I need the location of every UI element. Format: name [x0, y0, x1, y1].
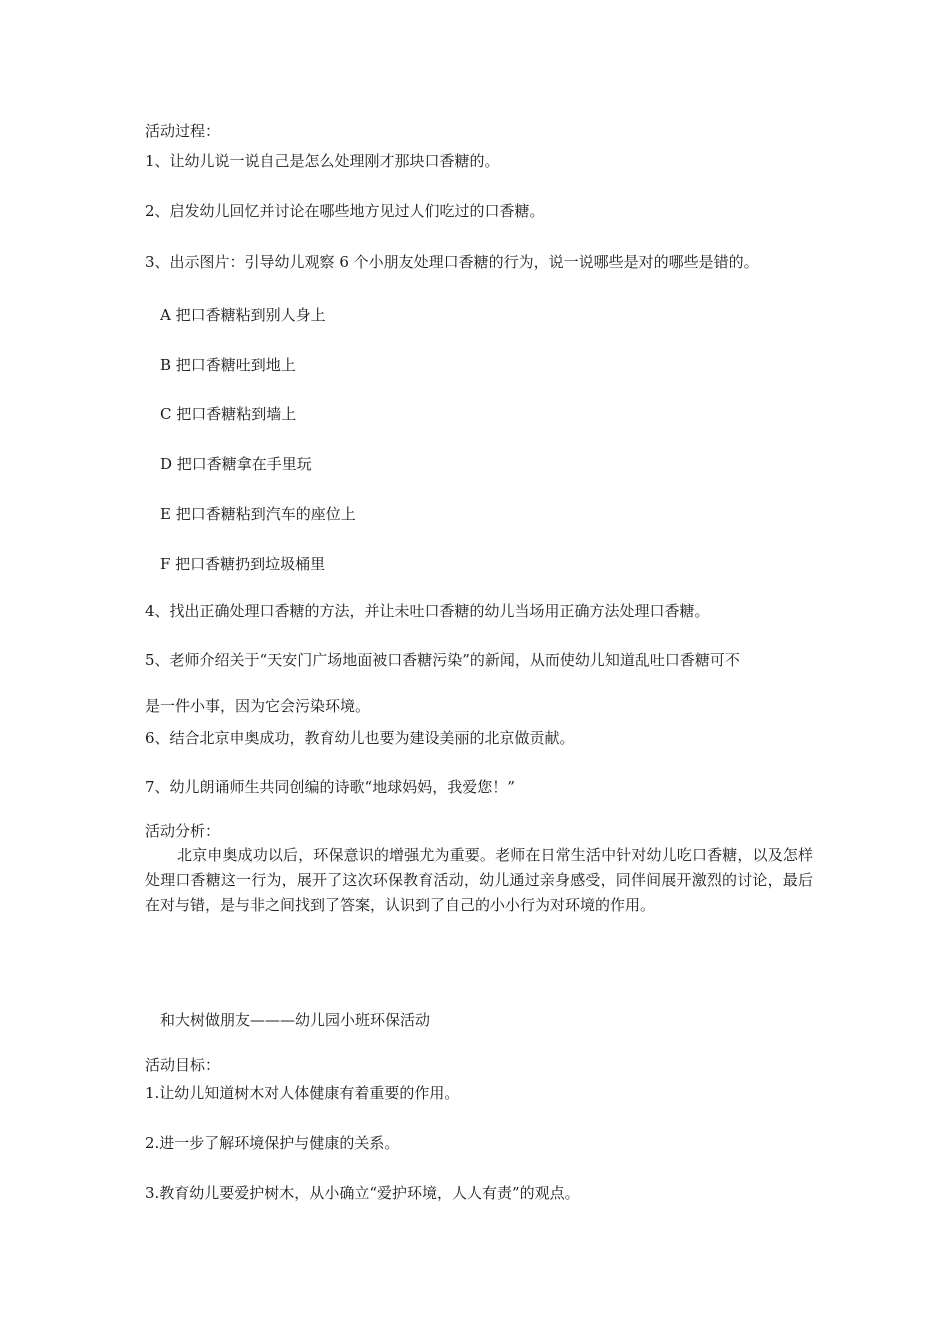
- option-a: A 把口香糖粘到别人身上: [160, 306, 326, 324]
- goal-2: 2.进一步了解环境保护与健康的关系。: [145, 1134, 400, 1152]
- process-step-1: 1、让幼儿说一说自己是怎么处理刚才那块口香糖的。: [145, 152, 500, 170]
- analysis-body: 北京申奥成功以后，环保意识的增强尤为重要。老师在日常生活中针对幼儿吃口香糖，以及怎样处理口香糖这一行为，展开了这次环保教育活动，幼儿通过亲身感受，同伴间展开激烈的讨论，最后在对与错，是与非之间找到了答案，认识到了自己的小小行为对环境的作用。: [145, 846, 813, 914]
- goal-1: 1.让幼儿知道树木对人体健康有着重要的作用。: [145, 1084, 460, 1102]
- option-e: E 把口香糖粘到汽车的座位上: [160, 505, 356, 523]
- option-c: C 把口香糖粘到墙上: [160, 405, 297, 423]
- process-step-7: 7、幼儿朗诵师生共同创编的诗歌“地球妈妈，我爱您！”: [145, 778, 515, 796]
- process-step-5: 5、老师介绍关于“天安门广场地面被口香糖污染”的新闻，从而使幼儿知道乱吐口香糖可不: [145, 651, 740, 669]
- process-heading: 活动过程：: [145, 122, 221, 140]
- analysis-heading: 活动分析：: [145, 822, 221, 840]
- process-step-4: 4、找出正确处理口香糖的方法，并让未吐口香糖的幼儿当场用正确方法处理口香糖。: [145, 602, 710, 620]
- option-d: D 把口香糖拿在手里玩: [160, 455, 312, 473]
- option-b: B 把口香糖吐到地上: [160, 356, 296, 374]
- goal-3: 3.教育幼儿要爱护树木，从小确立“爱护环境，人人有责”的观点。: [145, 1184, 580, 1202]
- goals-heading: 活动目标：: [145, 1056, 221, 1074]
- section-title: 和大树做朋友———幼儿园小班环保活动: [160, 1011, 431, 1029]
- process-step-6: 6、结合北京申奥成功，教育幼儿也要为建设美丽的北京做贡献。: [145, 729, 575, 747]
- process-step-5-continued: 是一件小事，因为它会污染环境。: [145, 697, 371, 715]
- option-f: F 把口香糖扔到垃圾桶里: [160, 555, 326, 573]
- process-step-3: 3、出示图片：引导幼儿观察 6 个小朋友处理口香糖的行为，说一说哪些是对的哪些是错的。: [145, 253, 759, 271]
- process-step-2: 2、启发幼儿回忆并讨论在哪些地方见过人们吃过的口香糖。: [145, 202, 545, 220]
